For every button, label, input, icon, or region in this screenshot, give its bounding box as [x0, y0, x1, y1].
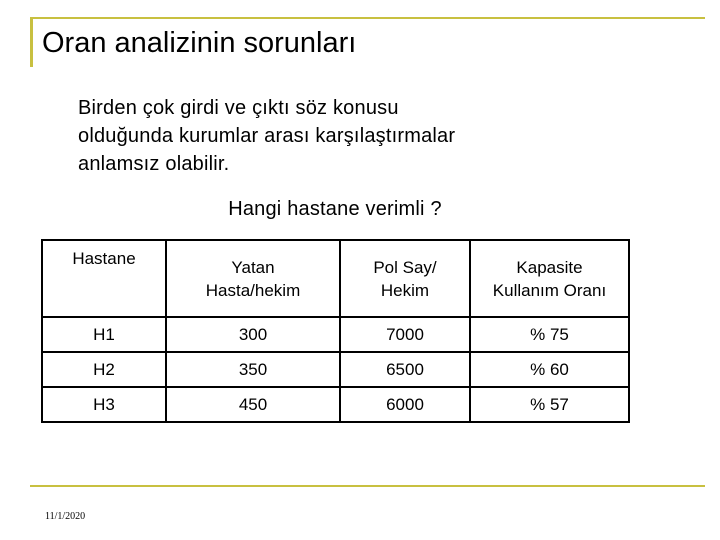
- table-header-row: [42, 240, 629, 317]
- question-text: Hangi hastane verimli ?: [228, 198, 442, 220]
- table-cell: % 57: [470, 387, 629, 422]
- body-paragraph: [78, 94, 618, 178]
- body-line: anlamsız olabilir.: [78, 153, 230, 175]
- footer-date: 11/1/2020: [45, 511, 86, 522]
- table-cell: 6500: [340, 352, 470, 387]
- table-cell: 7000: [340, 317, 470, 352]
- left-accent-bar: [30, 17, 33, 67]
- header-cell-pol-say: [340, 240, 470, 317]
- header-line: Yatan: [231, 257, 275, 277]
- table-cell: H3: [42, 387, 166, 422]
- header-line: Kapasite: [516, 257, 583, 277]
- bottom-rule: [30, 485, 705, 487]
- table-row: [42, 317, 629, 352]
- header-line: Hastane: [72, 249, 136, 268]
- header-cell-hastane: [42, 240, 166, 317]
- body-line: olduğunda kurumlar arası karşılaştırmalar: [78, 125, 456, 147]
- header-line: Pol Say/: [373, 257, 437, 277]
- table-cell: 6000: [340, 387, 470, 422]
- body-line: Birden çok girdi ve çıktı söz konusu: [78, 97, 399, 119]
- table-row: [42, 387, 629, 422]
- table-cell: 450: [166, 387, 340, 422]
- table-cell: % 60: [470, 352, 629, 387]
- header-cell-kapasite: [470, 240, 629, 317]
- table-cell: % 75: [470, 317, 629, 352]
- header-line: Hasta/hekim: [205, 280, 301, 300]
- table-row: [42, 352, 629, 387]
- slide-title: Oran analizinin sorunları: [42, 27, 357, 59]
- table-cell: 300: [166, 317, 340, 352]
- hospital-table: [41, 239, 630, 423]
- table-cell: H1: [42, 317, 166, 352]
- header-line: Kullanım Oranı: [492, 280, 607, 300]
- table-cell: H2: [42, 352, 166, 387]
- table-cell: 350: [166, 352, 340, 387]
- header-cell-yatan: [166, 240, 340, 317]
- header-line: Hekim: [380, 280, 430, 300]
- top-rule: [30, 17, 705, 19]
